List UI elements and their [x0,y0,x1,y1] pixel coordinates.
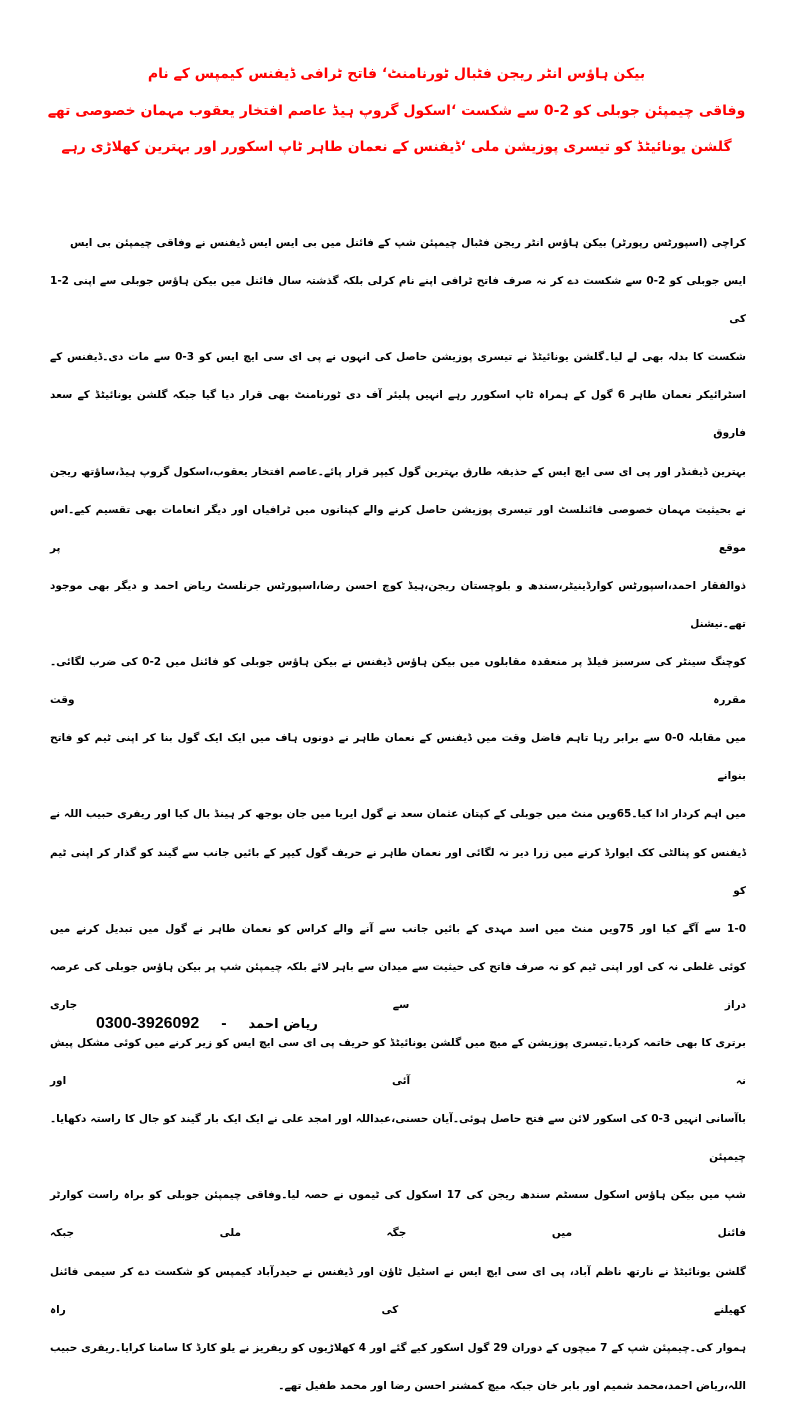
article-line: شکست کا بدلہ بھی لے لیا۔گلشن یونائیٹڈ نے تیسری پوزیشن حاصل کی انہوں نے پی ای سی ایچ ایس کو 3-0 سے مات دی۔ڈیفنس کے [50,351,746,364]
article-line: ہموار کی۔چیمپئن شپ کے 7 میچوں کے دوران 29 گول اسکور کیے گئے اور 4 کھلاڑیوں کو ریفریز نے یلو کارڈ کا سامنا کرایا۔ریفری حبیب [50,1341,746,1354]
article-line: گلشن یونائیٹڈ نے نارتھ ناظم آباد، پی ای سی ایچ ایس نے اسٹیل ٹاؤن اور ڈیفنس نے حیدرآباد کیمپس کو شکست دے کر سیمی فائنل کھیلنے کی راہ [50,1265,746,1316]
subheadline: گلشن یونائیٹڈ کو تیسری پوزیشن ملی ‘ڈیفنس کے نعمان طاہر ٹاپ اسکورر اور بہترین کھلاڑی رہے [61,139,732,155]
article-line: برتری کا بھی خاتمہ کردیا۔تیسری پوزیشن کے میچ میں گلشن یونائیٹڈ کو حریف پی ای سی ایچ ایس کو زیر کرنے میں کوئی مشکل پیش نہ آئی اور [50,1036,746,1088]
article-line: شپ میں بیکن ہاؤس اسکول سسٹم سندھ ریجن کی 17 اسکول کی ٹیموں نے حصہ لیا۔وفاقی چیمپئن جوبلی کو براہ راست کوارٹر فائنل میں جگہ ملی جبکہ [50,1189,746,1240]
article-line: بہترین ڈیفنڈر اور پی ای سی ایچ ایس کے حذیفہ طارق بہترین گول کیپر قرار پائے۔عاصم افتخار یعقوب،اسکول گروپ ہیڈ،ساؤتھ ریجن [50,465,746,478]
article-line: کوچنگ سینٹر کی سرسبز فیلڈ پر منعقدہ مقابلوں میں بیکن ہاؤس ڈیفنس نے بیکن ہاؤس جوبلی کو فائنل میں 2-0 کی ضرب لگائی۔مقررہ وقت [50,656,747,707]
separator: - [221,1015,227,1032]
article-line: کوئی غلطی نہ کی اور اپنی ٹیم کو نہ صرف فاتح کی حیثیت سے میدان سے باہر لائے بلکہ چیمپئن شپ پر بیکن ہاؤس جوبلی کی عرصہ دراز سے جاری [50,960,746,1011]
article-line: میں اہم کردار ادا کیا۔65ویں منٹ میں جوبلی کے کپتان عثمان سعد نے گول ایریا میں جان بوجھ کر ہینڈ بال کیا اور ریفری حبیب اللہ نے [50,808,746,821]
phone-number: 0300-3926092 [96,1015,200,1032]
article-line: اسٹرائیکر نعمان طاہر 6 گول کے ہمراہ ٹاپ اسکورر رہے انہیں پلیئر آف دی ٹورنامنٹ بھی قرار دیا گیا جبکہ گلشن یونائیٹڈ کے سعد فاروق [50,389,746,440]
signature [96,1015,318,1033]
article-line: 1-0 سے آگے کیا اور 75ویں منٹ میں اسد مہدی کے بائیں جانب سے آنے والے کراس کو نعمان طاہر نے گول میں تبدیل کرنے میں [50,922,747,935]
author-name: ریاض احمد [248,1016,318,1032]
article-body [50,224,746,1405]
article-line: اللہ،ریاض احمد،محمد شمیم اور بابر خان جبکہ میچ کمشنر احسن رضا اور محمد طفیل تھے۔ [278,1379,746,1392]
article-line: ذوالفقار احمد،اسپورٹس کوارڈینیٹر،سندھ و بلوچستان ریجن،ہیڈ کوچ احسن رضا،اسپورٹس جرنلسٹ ریاض احمد و دیگر بھی موجود تھے۔نیشنل [50,579,746,630]
article-line: ڈیفنس کو پنالٹی کک ایوارڈ کرنے میں زرا دیر نہ لگائی اور نعمان طاہر نے حریف گول کیپر کے بائیں جانب سے گیند کو گذار کر اپنی ٹیم کو [50,846,746,897]
article-line: کراچی (اسپورٹس رپورٹر) بیکن ہاؤس انٹر ریجن فٹبال چیمپئن شپ کے فائنل میں بی ایس ایس ڈیفنس نے وفاقی چیمپئن بی ایس [70,237,746,249]
subheadline: وفاقی چیمپئن جوبلی کو 2-0 سے شکست ‘اسکول گروپ ہیڈ عاصم افتخار یعقوب مہمان خصوصی تھے [47,102,746,119]
article-line: باآسانی انہیں 3-0 کی اسکور لائن سے فتح حاصل ہوئی۔آیان حسنی،عبداللہ اور امجد علی نے ایک ایک بار گیند کو جال کا راستہ دکھایا۔چیمپئن [50,1113,746,1164]
article-line: میں مقابلہ 0-0 سے برابر رہا تاہم فاضل وقت میں ڈیفنس کے نعمان طاہر نے دونوں ہاف میں ایک ایک گول بنا کر اپنی ٹیم کو فاتح بنوانے [50,732,746,783]
article-line: نے بحیثیت مہمان خصوصی فائنلسٹ اور تیسری پوزیشن حاصل کرنے والے کپتانوں میں ٹرافیاں اور دیگر انعامات بھی تقسیم کیے۔اس موقع پر [50,503,746,554]
headline: بیکن ہاؤس انٹر ریجن فٹبال ٹورنامنٹ‘ فاتح ٹرافی ڈیفنس کیمپس کے نام [147,66,646,82]
article-line: ایس جوبلی کو 2-0 سے شکست دے کر نہ صرف فاتح ٹرافی اپنے نام کرلی بلکہ گذشتہ سال فائنل میں بیکن ہاؤس جوبلی سے اپنی 2-1 کی [50,275,746,326]
headline-block [40,56,753,166]
